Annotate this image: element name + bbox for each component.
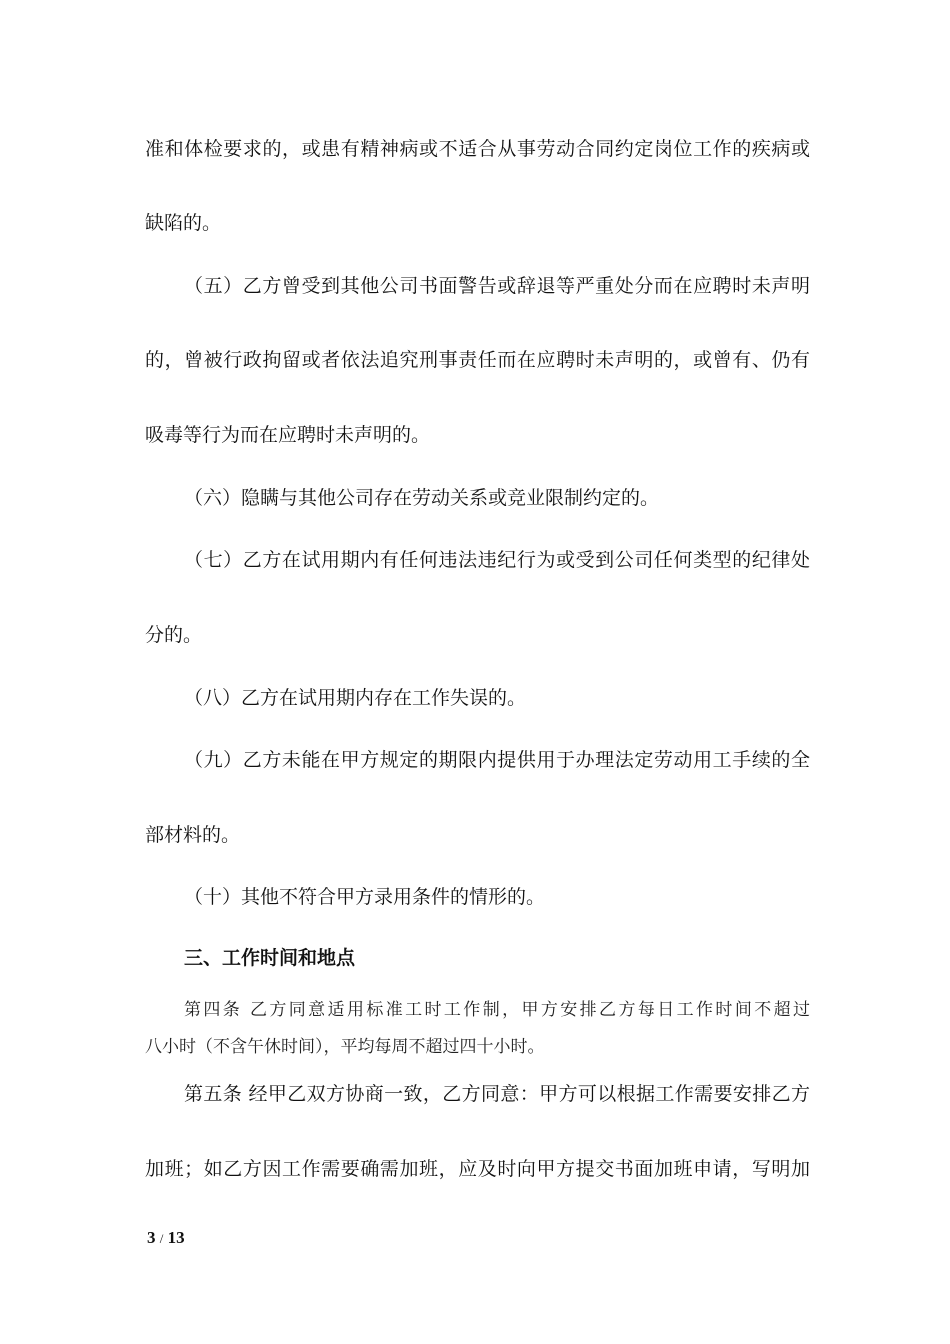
list-item-10: （十）其他不符合甲方录用条件的情形的。 [184, 886, 546, 908]
section-heading: 三、工作时间和地点 [184, 947, 356, 969]
list-item-9: （九）乙方未能在甲方规定的期限内提供用于办理法定劳动用工手续的全 [184, 749, 810, 771]
page-total: 13 [167, 1228, 185, 1247]
paragraph-line: 分的。 [145, 624, 203, 646]
article-5-line: 第五条 经甲乙双方协商一致，乙方同意：甲方可以根据工作需要安排乙方 [184, 1083, 810, 1105]
page-number [147, 1228, 185, 1249]
list-item-8: （八）乙方在试用期内存在工作失误的。 [184, 687, 527, 709]
paragraph-line: 缺陷的。 [145, 212, 222, 234]
list-item-5: （五）乙方曾受到其他公司书面警告或辞退等严重处分而在应聘时未声明 [184, 275, 810, 297]
list-item-7: （七）乙方在试用期内有任何违法违纪行为或受到公司任何类型的纪律处 [184, 549, 810, 571]
page-current: 3 [147, 1228, 156, 1247]
paragraph-line: 吸毒等行为而在应聘时未声明的。 [145, 424, 431, 446]
paragraph-line: 准和体检要求的，或患有精神病或不适合从事劳动合同约定岗位工作的疾病或 [145, 138, 810, 160]
page-separator: / [159, 1231, 164, 1246]
paragraph-line: 部材料的。 [145, 824, 241, 846]
list-item-6: （六）隐瞒与其他公司存在劳动关系或竞业限制约定的。 [184, 487, 660, 509]
article-5-line: 加班；如乙方因工作需要确需加班，应及时向甲方提交书面加班申请，写明加 [145, 1158, 810, 1180]
article-4-line: 八小时（不含午休时间），平均每周不超过四十小时。 [145, 1037, 545, 1057]
article-4-line: 第四条 乙方同意适用标准工时工作制，甲方安排乙方每日工作时间不超过 [184, 1000, 810, 1020]
paragraph-line: 的，曾被行政拘留或者依法追究刑事责任而在应聘时未声明的，或曾有、仍有 [145, 349, 810, 371]
